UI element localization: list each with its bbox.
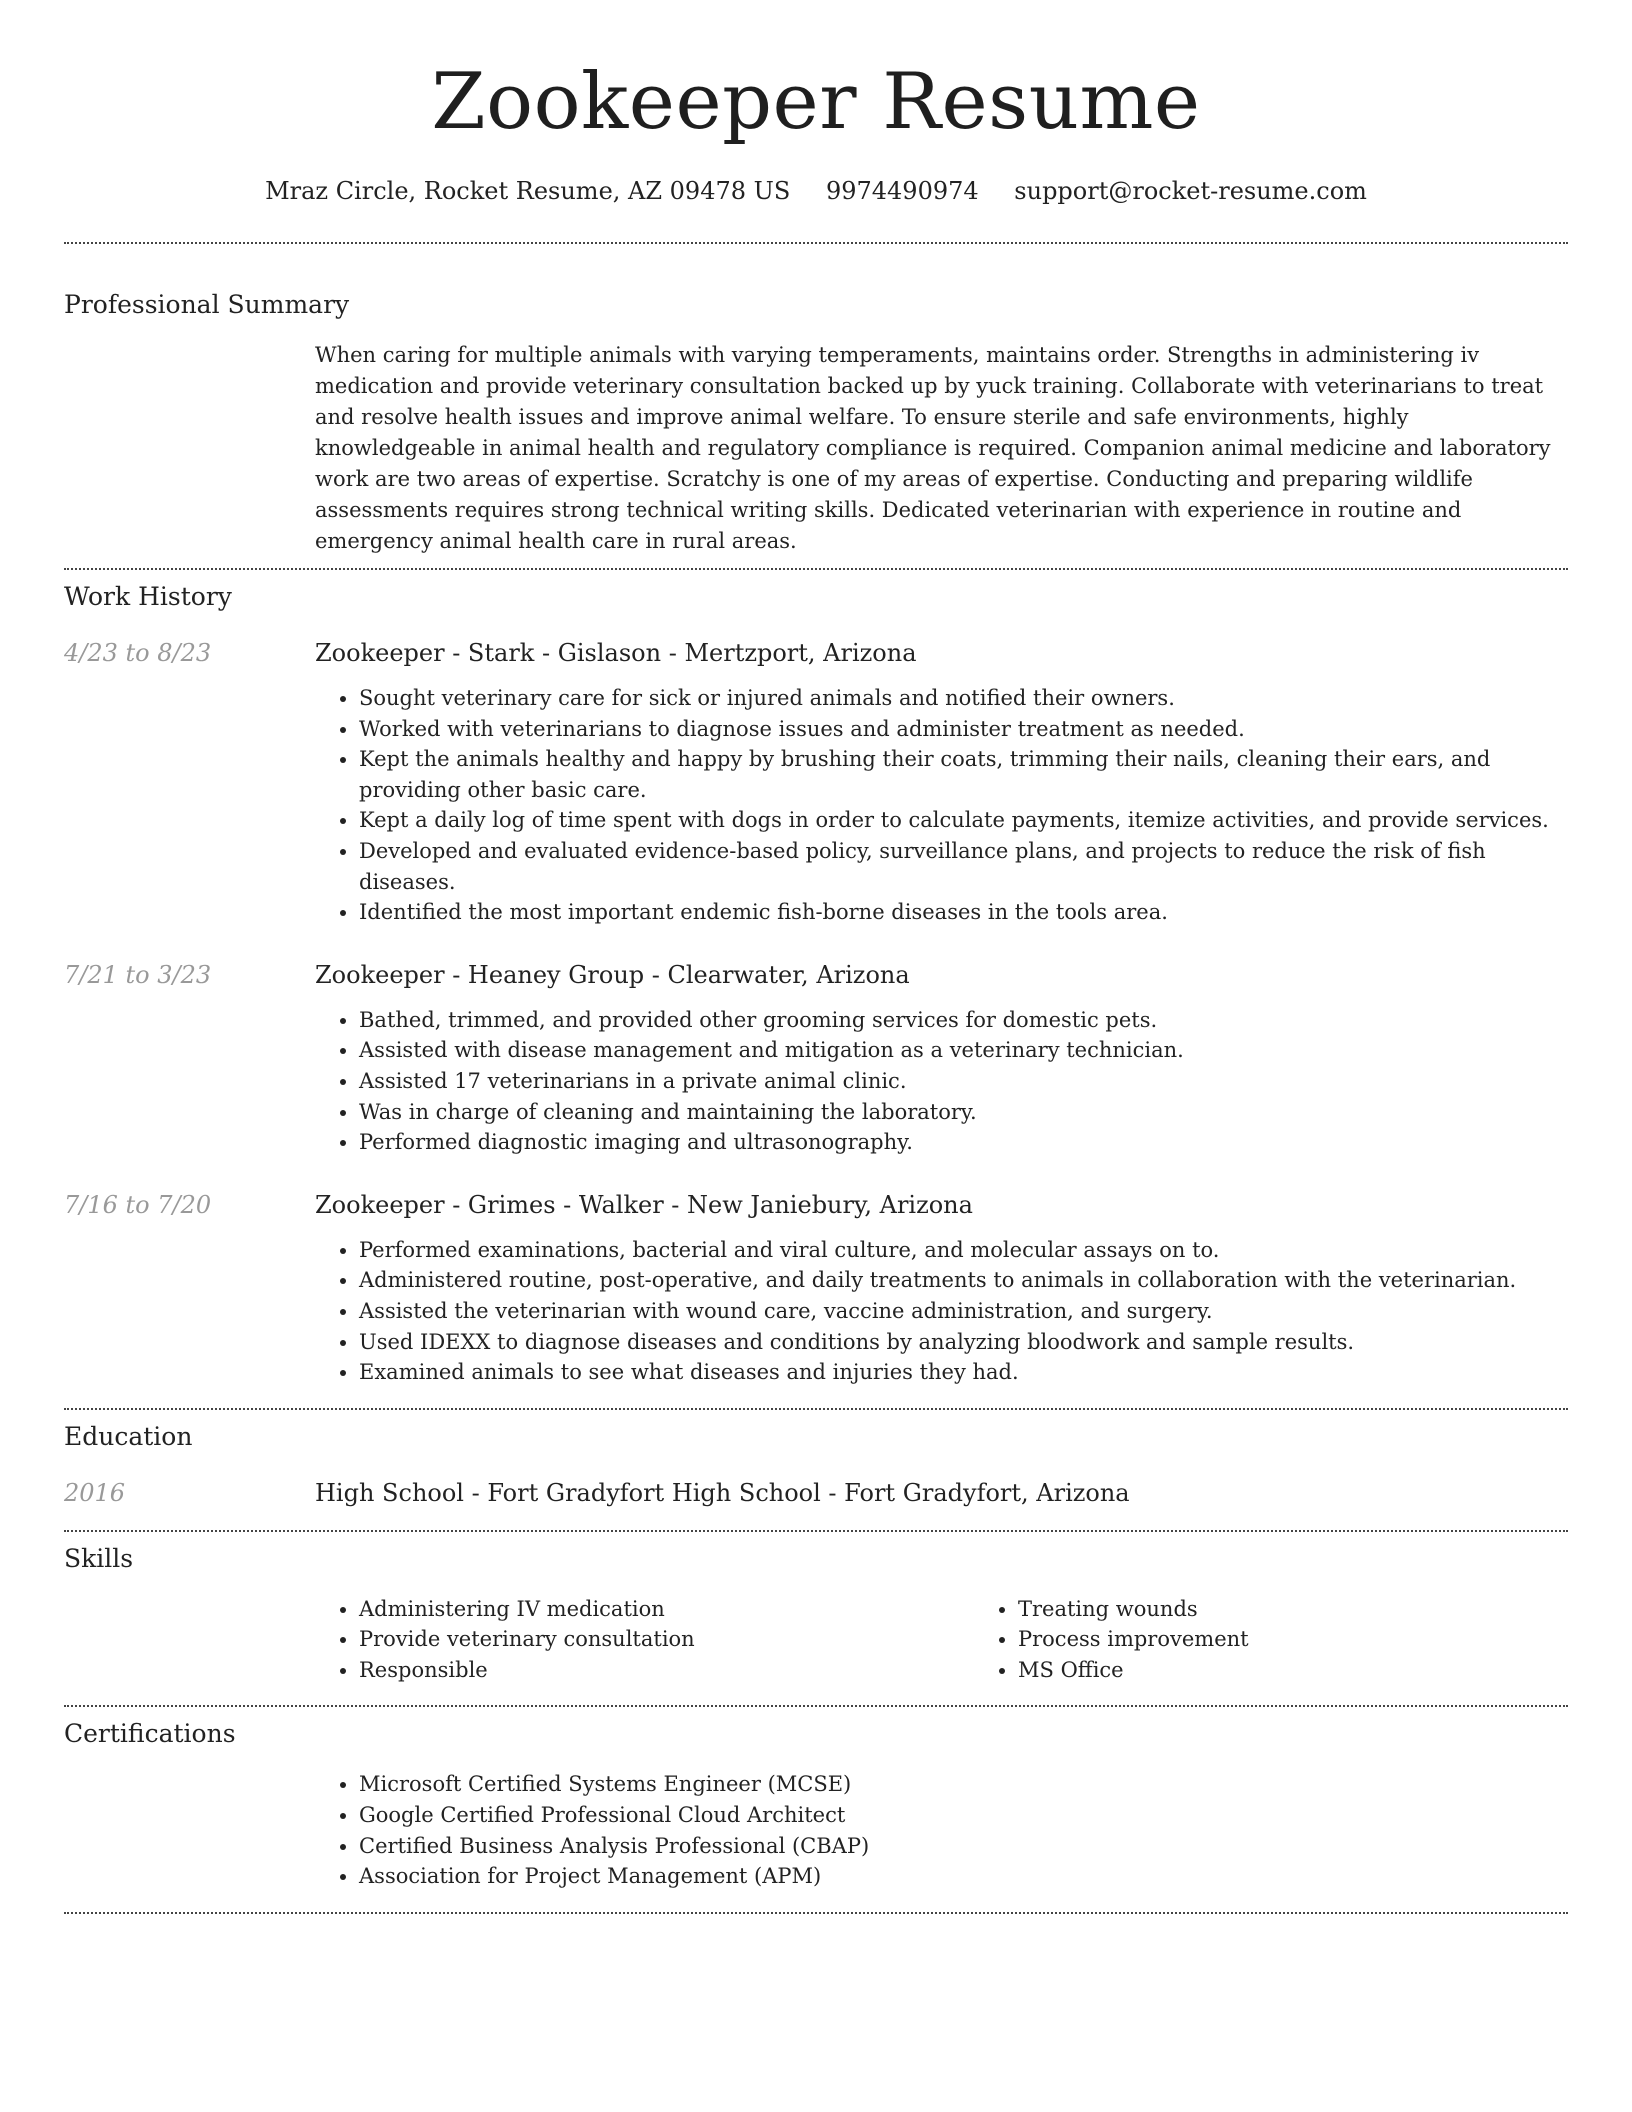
- list-item: • Process improvement: [1018, 1624, 1632, 1655]
- list-item: • Developed and evaluated evidence-based policy, surveillance plans, and projects to reduce the risk of fish diseases.: [359, 836, 1568, 897]
- list-item: • Provide veterinary consultation: [359, 1624, 974, 1655]
- list-item: • MS Office: [1018, 1655, 1632, 1686]
- section-heading-education: Education: [64, 1421, 193, 1451]
- list-item: • Assisted with disease management and mitigation as a veterinary technician.: [359, 1035, 1568, 1066]
- job-title: Zookeeper - Heaney Group - Clearwater, Arizona: [315, 960, 910, 989]
- certifications-row: [64, 1769, 1568, 1891]
- contact-email: support@rocket-resume.com: [1014, 177, 1367, 205]
- list-item: • Worked with veterinarians to diagnose issues and administer treatment as needed.: [359, 714, 1568, 745]
- list-item: • Bathed, trimmed, and provided other grooming services for domestic pets.: [359, 1005, 1568, 1036]
- list-item: • Microsoft Certified Systems Engineer (MCSE): [359, 1769, 1568, 1800]
- list-item: • Google Certified Professional Cloud Architect: [359, 1800, 1568, 1831]
- list-item: • Association for Project Management (APM): [359, 1861, 1568, 1892]
- list-item: • Performed diagnostic imaging and ultrasonography.: [359, 1127, 1568, 1158]
- list-item: • Responsible: [359, 1655, 974, 1686]
- skills-left-spacer: [64, 1594, 315, 1686]
- resume-page: [64, 0, 1568, 1914]
- education-year: 2016: [64, 1478, 126, 1507]
- divider: [64, 242, 1568, 244]
- job-title: Zookeeper - Stark - Gislason - Mertzport, Arizona: [315, 639, 917, 667]
- list-item: • Kept the animals healthy and happy by brushing their coats, trimming their nails, cleaning their ears, and providing other basic care.: [359, 744, 1568, 805]
- list-item: • Administering IV medication: [359, 1594, 974, 1625]
- job-bullets: [315, 1235, 1568, 1388]
- job-entry: [64, 1188, 1568, 1388]
- section-heading-skills: Skills: [64, 1543, 134, 1573]
- job-bullets: [315, 1005, 1568, 1158]
- job-title: Zookeeper - Grimes - Walker - New Janiebury, Arizona: [315, 1190, 973, 1219]
- list-item: • Sought veterinary care for sick or injured animals and notified their owners.: [359, 683, 1568, 714]
- job-dates: 7/16 to 7/20: [64, 1190, 212, 1219]
- section-heading-certifications: Certifications: [64, 1719, 236, 1749]
- list-item: • Certified Business Analysis Professional (CBAP): [359, 1831, 1568, 1862]
- list-item: • Assisted 17 veterinarians in a private animal clinic.: [359, 1066, 1568, 1097]
- section-heading-summary: Professional Summary: [64, 290, 350, 319]
- job-entry: [64, 958, 1568, 1158]
- list-item: • Treating wounds: [1018, 1594, 1632, 1625]
- divider: [64, 1705, 1568, 1707]
- divider: [64, 1408, 1568, 1410]
- list-item: • Performed examinations, bacterial and viral culture, and molecular assays on to.: [359, 1235, 1568, 1266]
- section-heading-work: Work History: [64, 582, 232, 611]
- divider: [64, 568, 1568, 570]
- summary-left-spacer: [64, 340, 315, 557]
- education-title: High School - Fort Gradyfort High School - Fort Gradyfort, Arizona: [315, 1478, 1130, 1507]
- divider: [64, 1530, 1568, 1532]
- list-item: • Identified the most important endemic fish-borne diseases in the tools area.: [359, 897, 1568, 928]
- list-item: • Was in charge of cleaning and maintaining the laboratory.: [359, 1097, 1568, 1128]
- summary-text: When caring for multiple animals with varying temperaments, maintains order. Strengths in administering iv medication and provide veterinary consultation backed up by yuck training. Collaborate with veterinarians to treat and resolve health issues and improve animal welfare. To ensure sterile and safe environments, highly knowledgeable in animal health and regulatory compliance is required. Companion animal medicine and laboratory work are two areas of expertise. Scratchy is one of my areas of expertise. Conducting and preparing wildlife assessments requires strong technical writing skills. Dedicated veterinarian with experience in routine and emergency animal health care in rural areas.: [315, 343, 1551, 553]
- resume-title: Zookeeper Resume: [431, 57, 1201, 147]
- skills-row: [64, 1594, 1568, 1686]
- job-entry: [64, 636, 1568, 928]
- divider: [64, 1912, 1568, 1914]
- certifications-list: [315, 1769, 1568, 1891]
- skills-list-col2: [974, 1594, 1632, 1686]
- summary-row: [64, 340, 1568, 557]
- contact-phone: 9974490974: [825, 177, 979, 205]
- skills-list-col1: [315, 1594, 974, 1686]
- certifications-left-spacer: [64, 1769, 315, 1891]
- skills-grid: [315, 1594, 1632, 1686]
- list-item: • Examined animals to see what diseases and injuries they had.: [359, 1357, 1568, 1388]
- education-entry: [64, 1476, 1568, 1510]
- contact-address: Mraz Circle, Rocket Resume, AZ 09478 US: [265, 177, 791, 205]
- list-item: • Assisted the veterinarian with wound care, vaccine administration, and surgery.: [359, 1296, 1568, 1327]
- list-item: • Used IDEXX to diagnose diseases and conditions by analyzing bloodwork and sample results.: [359, 1327, 1568, 1358]
- job-dates: 7/21 to 3/23: [64, 960, 212, 989]
- contact-line: [64, 174, 1568, 208]
- list-item: • Kept a daily log of time spent with dogs in order to calculate payments, itemize activities, and provide services.: [359, 805, 1568, 836]
- list-item: • Administered routine, post-operative, and daily treatments to animals in collaboration with the veterinarian.: [359, 1265, 1568, 1296]
- job-bullets: [315, 683, 1568, 928]
- job-dates: 4/23 to 8/23: [64, 639, 212, 667]
